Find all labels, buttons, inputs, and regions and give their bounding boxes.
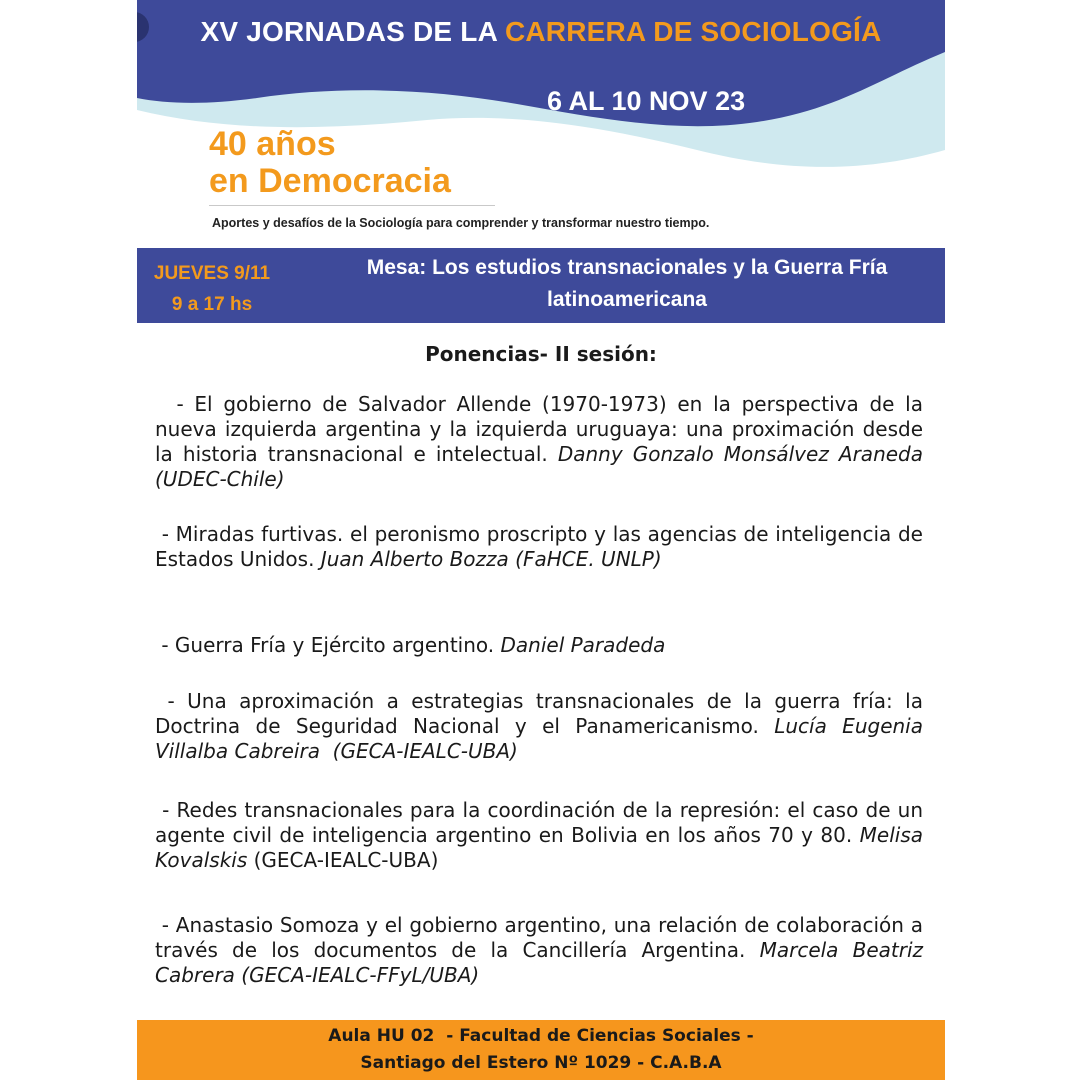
paper-title: - Redes transnacionales para la coordinación de la represión: el caso de un agente civil de inteligencia argentino en Bolivia en los años 70 y 80. xyxy=(155,798,930,847)
paper-title: - Guerra Fría y Ejército argentino. xyxy=(155,633,501,657)
session-day: JUEVES 9/11 xyxy=(153,263,271,284)
paper-author: Marcela Beatriz Cabrera (GECA-IEALC-FFyL/UBA) xyxy=(155,938,930,987)
venue-address: Santiago del Estero Nº 1029 - C.A.B.A xyxy=(360,1053,722,1073)
event-poster xyxy=(137,0,945,1080)
anniversary-line-2: en Democracia xyxy=(209,162,451,200)
paper-title: - Anastasio Somoza y el gobierno argentino, una relación de colaboración a través de los documentos de la Cancillería Argentina. xyxy=(155,913,930,962)
paper-entry-4 xyxy=(155,689,930,764)
event-dates: 6 AL 10 NOV 23 xyxy=(547,86,746,116)
paper-entry-5 xyxy=(155,798,930,873)
header-banner xyxy=(137,0,945,248)
paper-affiliation: (GECA-IEALC-UBA) xyxy=(247,848,439,872)
panel-title: Mesa: Los estudios transnacionales y la Guerra Fría latinoamericana xyxy=(366,256,888,311)
paper-entry-2 xyxy=(155,522,930,572)
event-title-accent: CARRERA DE SOCIOLOGÍA xyxy=(504,16,882,47)
paper-title: - Una aproximación a estrategias transnacionales de la guerra fría: la Doctrina de Seguridad Nacional y el Panamericanismo. xyxy=(155,689,930,738)
anniversary-divider xyxy=(209,205,495,206)
session-hours: 9 a 17 hs xyxy=(171,294,253,315)
paper-entry-3 xyxy=(155,633,923,658)
event-subtitle: Aportes y desafíos de la Sociología para comprender y transformar nuestro tiempo. xyxy=(212,216,710,230)
event-title-prefix: XV JORNADAS DE LA xyxy=(200,16,505,47)
paper-author: Daniel Paradeda xyxy=(500,633,666,657)
paper-entry-6 xyxy=(155,913,930,988)
paper-entry-1 xyxy=(155,392,930,492)
paper-author: Danny Gonzalo Monsálvez Araneda (UDEC-Chile) xyxy=(155,442,930,491)
paper-title: - Miradas furtivas. el peronismo proscripto y las agencias de inteligencia de Estados Unidos. xyxy=(155,522,930,571)
paper-author: Lucía Eugenia Villalba Cabreira (GECA-IEALC-UBA) xyxy=(155,714,930,763)
paper-title: - El gobierno de Salvador Allende (1970-1973) en la perspectiva de la nueva izquierda argentina y la izquierda uruguaya: una proximación desde la historia transnacional e intelectual. xyxy=(155,392,930,466)
venue-footer xyxy=(137,1020,945,1080)
paper-author: Juan Alberto Bozza (FaHCE. UNLP) xyxy=(320,547,662,571)
session-heading: Ponencias- II sesión: xyxy=(425,342,657,366)
anniversary-title xyxy=(209,126,451,200)
event-title xyxy=(137,16,945,48)
session-info-bar xyxy=(137,248,945,323)
anniversary-line-1: 40 años xyxy=(209,125,336,163)
venue-room: Aula HU 02 - Facultad de Ciencias Sociales - xyxy=(328,1026,754,1046)
paper-author: Melisa Kovalskis xyxy=(155,823,930,872)
